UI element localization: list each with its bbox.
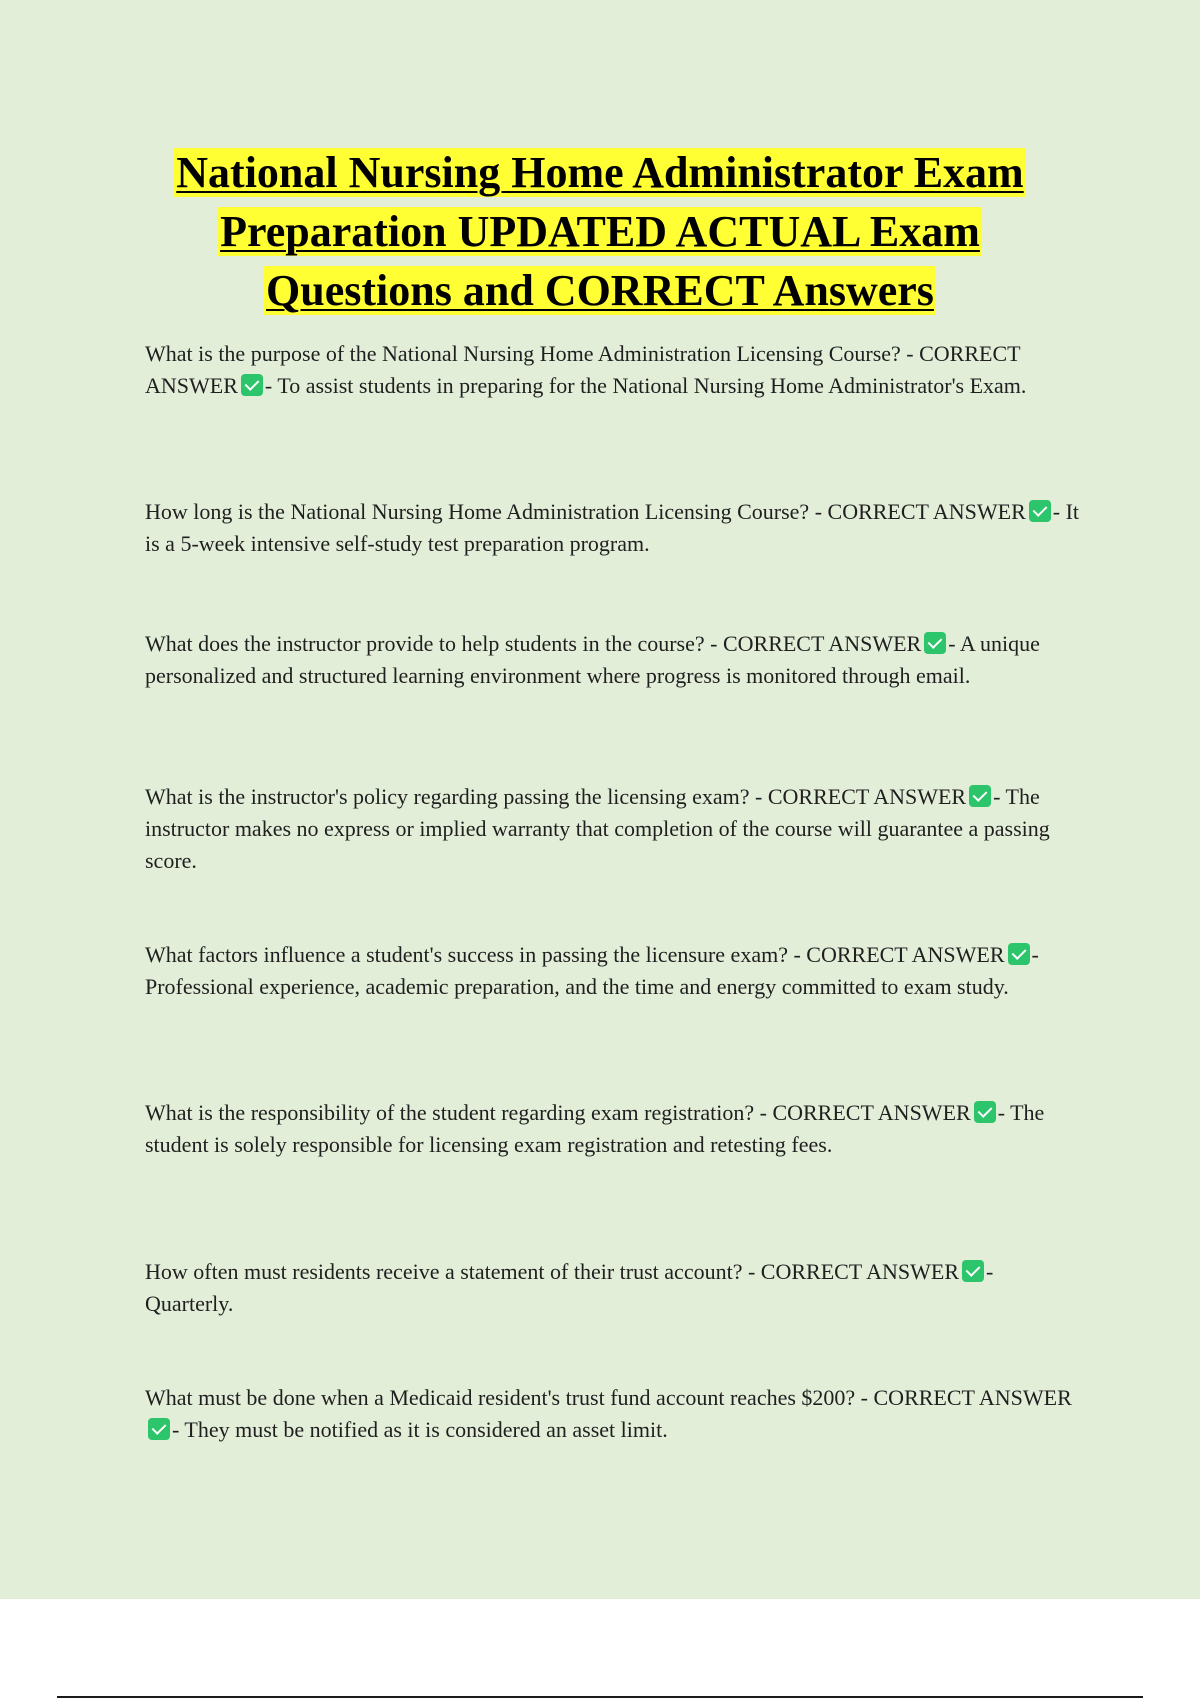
- question-text: What is the instructor's policy regarding passing the licensing exam? - CORRECT ANSWER: [145, 784, 967, 809]
- qa-item: [145, 628, 1080, 692]
- check-icon: [962, 1260, 984, 1282]
- qa-item: [145, 1097, 1080, 1161]
- check-icon: [241, 374, 263, 396]
- question-text: What is the purpose of the National Nursing Home Administration Licensing Course? - CORRECT ANSWER: [145, 341, 1021, 398]
- qa-item: [145, 781, 1080, 877]
- answer-text: - It is a 5-week intensive self-study test preparation program.: [145, 499, 1080, 556]
- answer-text: - The instructor makes no express or implied warranty that completion of the course will guarantee a passing score.: [145, 784, 1050, 873]
- question-text: What factors influence a student's success in passing the licensure exam? - CORRECT ANSWER: [145, 942, 1005, 967]
- title-line: National Nursing Home Administrator Exam: [176, 148, 1024, 197]
- answer-text: - Professional experience, academic preparation, and the time and energy committed to exam study.: [145, 942, 1039, 999]
- check-icon: [1029, 500, 1051, 522]
- footer-divider: [57, 1696, 1143, 1698]
- qa-item: [145, 496, 1080, 560]
- question-text: What does the instructor provide to help students in the course? - CORRECT ANSWER: [145, 631, 922, 656]
- check-icon: [148, 1418, 170, 1440]
- answer-text: - A unique personalized and structured learning environment where progress is monitored through email.: [145, 631, 1040, 688]
- answer-text: - The student is solely responsible for licensing exam registration and retesting fees.: [145, 1100, 1045, 1157]
- check-icon: [1008, 943, 1030, 965]
- check-icon: [974, 1101, 996, 1123]
- question-text: How long is the National Nursing Home Administration Licensing Course? - CORRECT ANSWER: [145, 499, 1026, 524]
- qa-item: [145, 1382, 1080, 1446]
- qa-item: [145, 939, 1080, 1003]
- qa-item: [145, 338, 1080, 402]
- answer-text: - Quarterly.: [145, 1259, 994, 1316]
- check-icon: [969, 785, 991, 807]
- question-text: What is the responsibility of the student regarding exam registration? - CORRECT ANSWER: [145, 1100, 971, 1125]
- title-line: Questions and CORRECT Answers: [266, 266, 934, 315]
- answer-text: - To assist students in preparing for the National Nursing Home Administrator's Exam.: [264, 373, 1027, 398]
- title-line: Preparation UPDATED ACTUAL Exam: [220, 207, 980, 256]
- check-icon: [924, 632, 946, 654]
- question-text: What must be done when a Medicaid resident's trust fund account reaches $200? - CORRECT ANSWER: [145, 1385, 1072, 1410]
- qa-item: [145, 1256, 1080, 1320]
- document-title: [0, 143, 1200, 320]
- answer-text: - They must be notified as it is considered an asset limit.: [172, 1417, 668, 1442]
- question-text: How often must residents receive a statement of their trust account? - CORRECT ANSWER: [145, 1259, 960, 1284]
